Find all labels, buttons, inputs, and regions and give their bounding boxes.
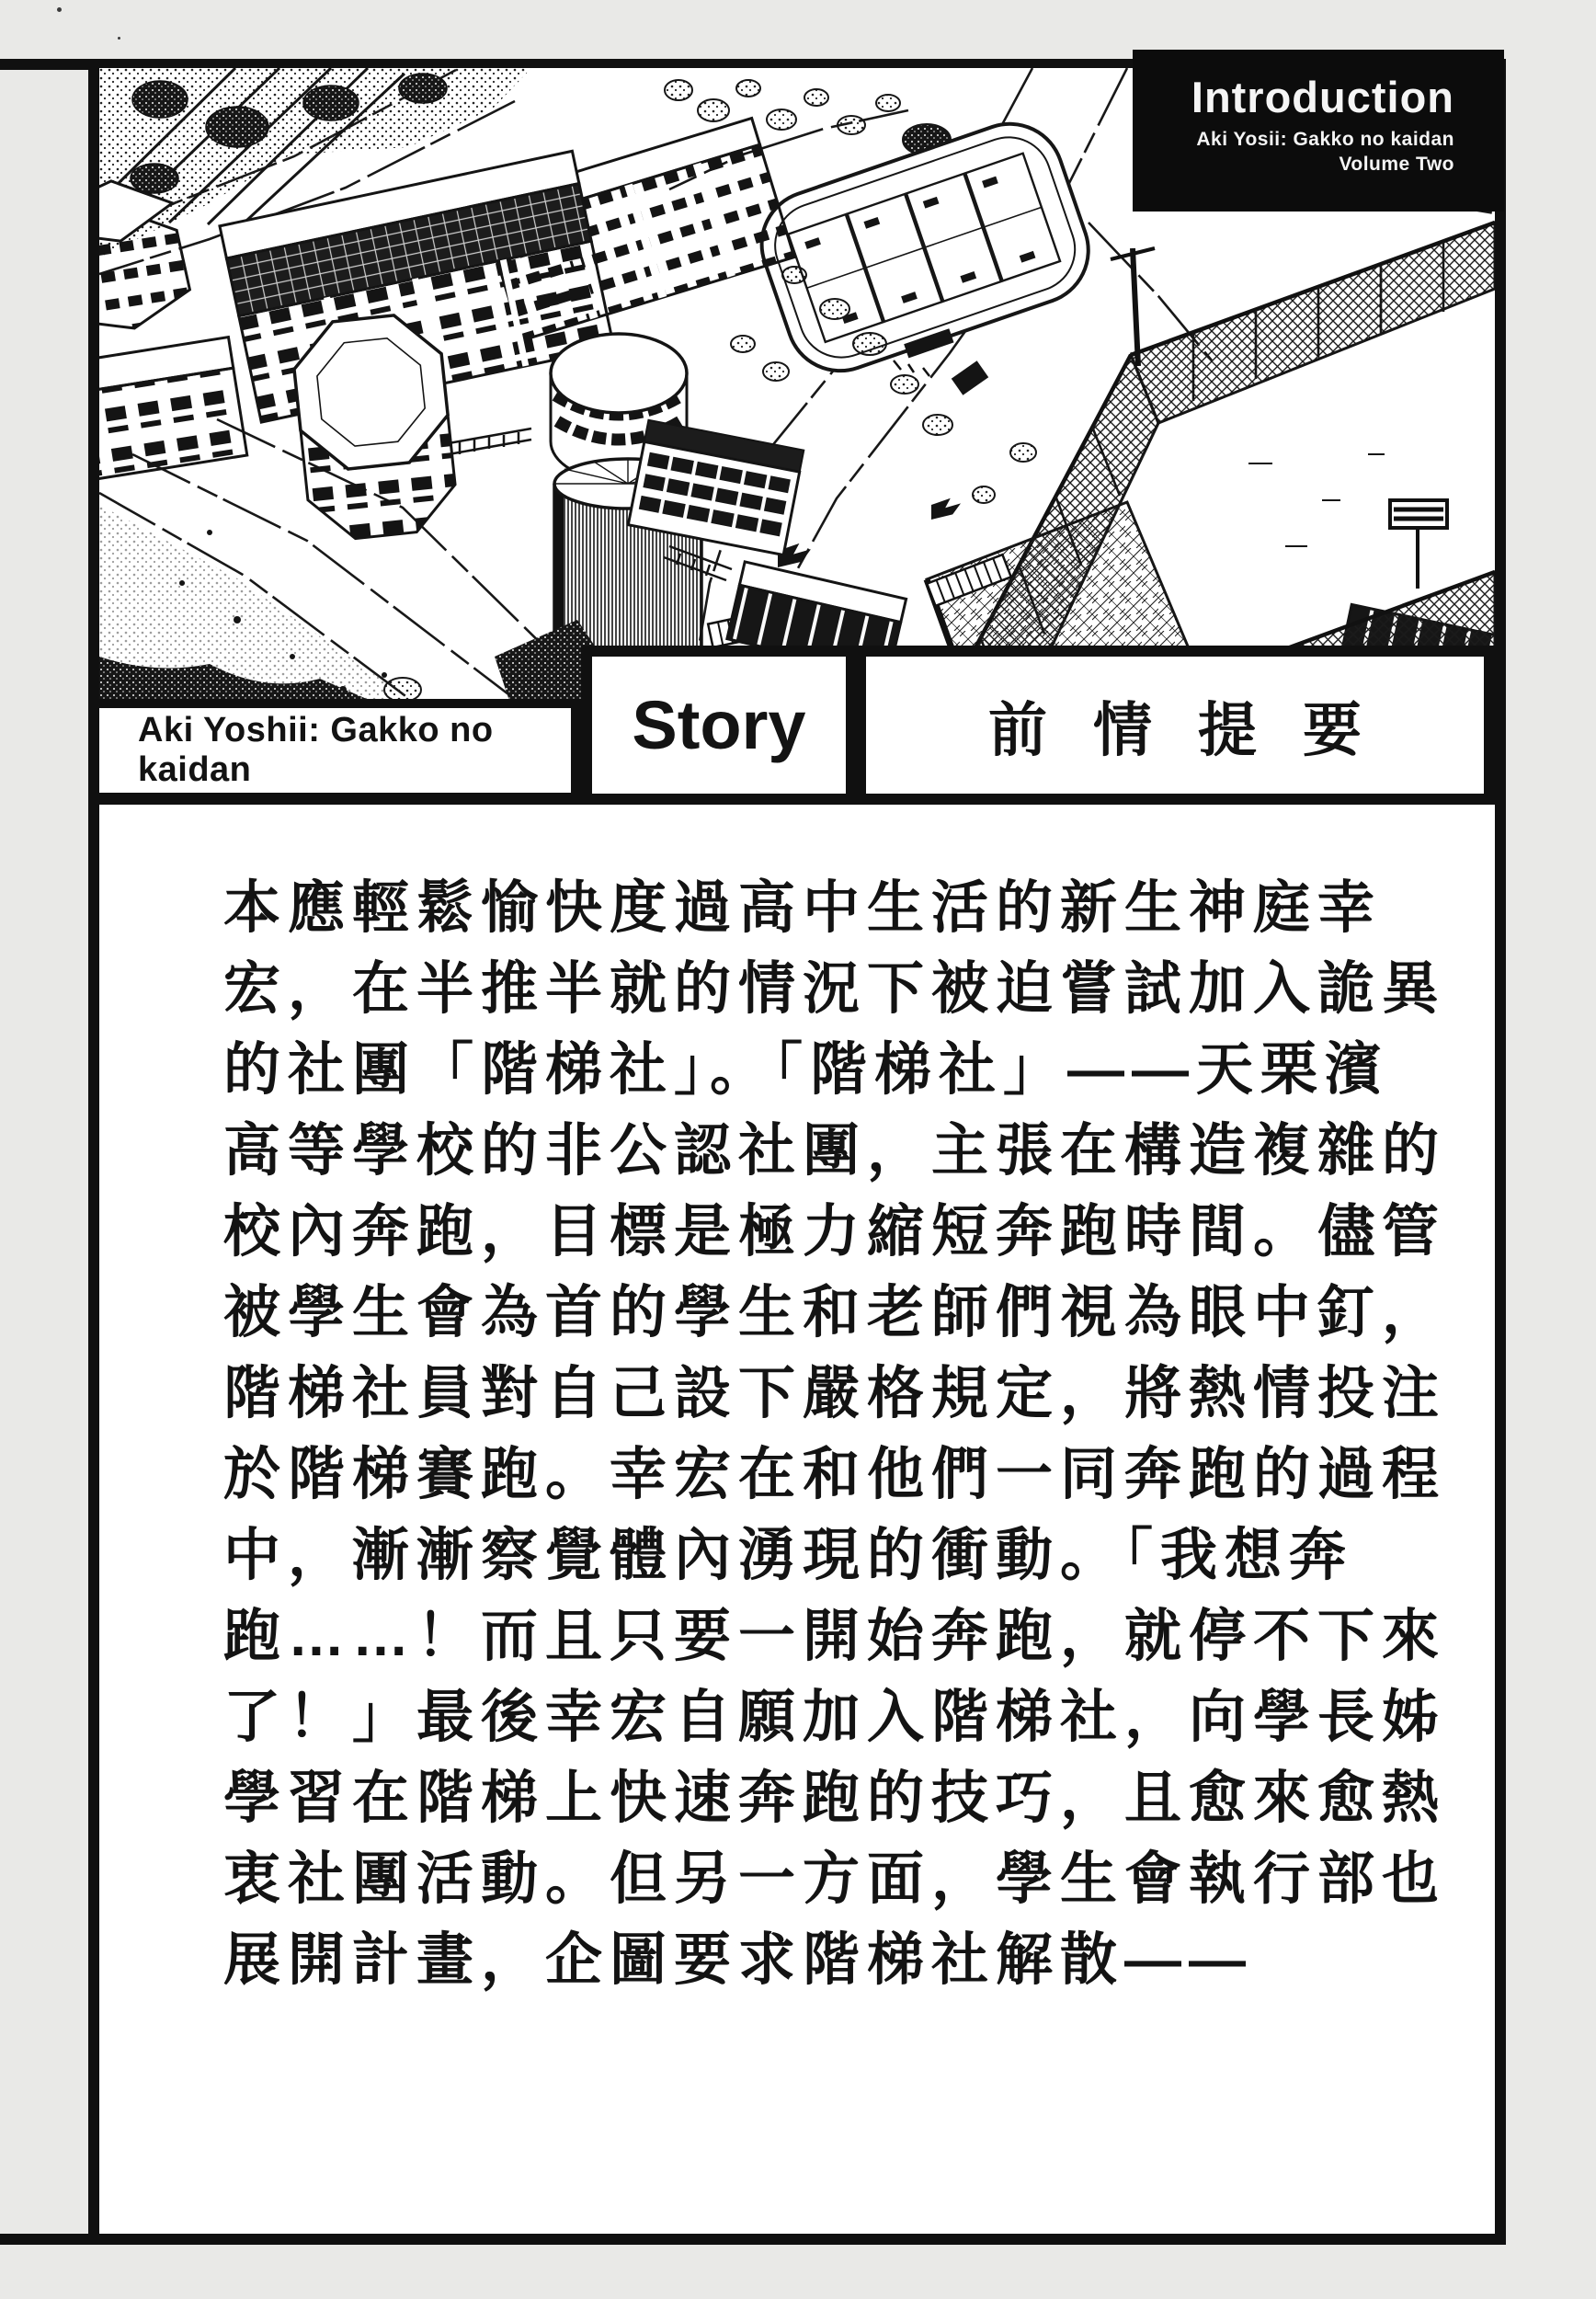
story-line: 展開計畫，企圖要求階梯社解散—— [223,1928,1254,1992]
story-line: 校內奔跑，目標是極力縮短奔跑時間。儘管 [223,1200,1447,1264]
frame-bottom-bar-extension [0,2234,92,2245]
left-small-building [99,337,247,482]
story-label-en: Story [632,687,806,763]
caption-box [99,699,581,805]
story-line: 中，漸漸察覺體內湧現的衝動。「我想奔 [223,1524,1354,1587]
story-line: 本應輕鬆愉快度過高中生活的新生神庭幸 [223,876,1383,940]
frame-top-bar-extension [0,59,88,70]
story-box-zh [857,646,1495,805]
caption-label: Aki Yoshii: Gakko no kaidan [138,711,494,789]
introduction-subtitle: Aki Yosii: Gakko no kaidan [1196,129,1454,151]
story-line: 高等學校的非公認社團，主張在構造複雜的 [223,1119,1447,1183]
story-line: 於階梯賽跑。幸宏在和他們一同奔跑的過程 [223,1443,1447,1506]
story-line: 學習在階梯上快速奔跑的技巧，且愈來愈熱 [223,1767,1447,1830]
story-line: 跑……！而且只要一開始奔跑，就停不下來 [223,1605,1447,1668]
story-line: 了！」最後幸宏自願加入階梯社，向學長姊 [223,1686,1447,1749]
scan-speck [57,7,62,12]
introduction-title: Introduction [1191,73,1454,121]
story-synopsis [223,868,1447,2001]
introduction-box [1133,50,1504,212]
story-line: 被學生會為首的學生和老師們視為眼中釘， [223,1281,1447,1344]
introduction-volume: Volume Two [1339,154,1454,176]
story-line: 階梯社員對自己設下嚴格規定，將熱情投注 [223,1362,1447,1425]
story-line: 的社團「階梯社」。「階梯社」——天栗濱 [223,1038,1390,1102]
story-label-zh: 前情提要 [988,696,1408,763]
story-line: 宏，在半推半就的情況下被迫嘗試加入詭異 [223,957,1447,1021]
story-line: 衷社團活動。但另一方面，學生會執行部也 [223,1847,1447,1911]
scan-speck [118,37,120,40]
story-box [581,646,857,805]
